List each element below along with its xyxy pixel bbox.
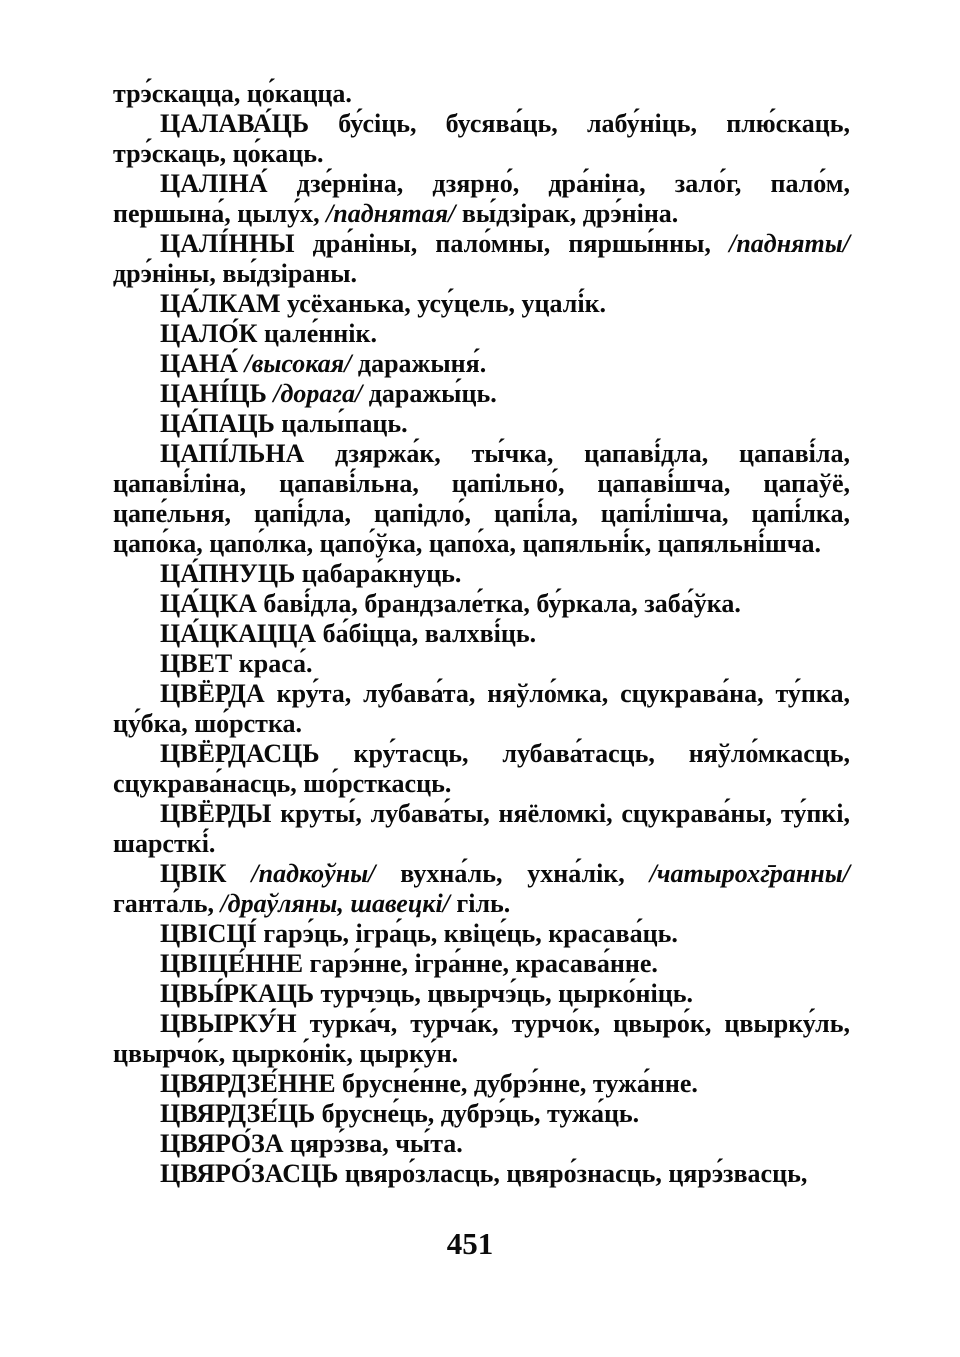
dictionary-entry	[113, 1069, 850, 1099]
dictionary-entry	[113, 1129, 850, 1159]
entry-synonyms: брусне́ць, дубрэ́ць, тужа́ць.	[321, 1099, 640, 1128]
entry-headword: ЦВЁРДАСЦЬ	[160, 739, 320, 768]
dictionary-entry	[113, 559, 850, 589]
entry-synonyms: дра́ніны, пало́мны, пяршы́нны, /падняты/ дрэ́ніны, вы́дзіраны.	[113, 229, 851, 288]
entry-synonyms: гарэ́нне, ігра́нне, красава́нне.	[309, 949, 658, 978]
dictionary-entry	[113, 979, 850, 1009]
entry-headword: ЦА́ЦКА	[160, 589, 257, 618]
entry-synonyms: круты́, лубава́ты, няёломкі, сцукрава́ны, ту́пкі, шарсткі́.	[113, 799, 851, 858]
grammar-qualifier: /чатырохг̄ранны/	[649, 859, 850, 888]
entry-headword: ЦВЯРО́ЗА	[160, 1129, 284, 1158]
entries-container	[113, 109, 850, 1189]
entry-synonyms: /падкоўны/ вухна́ль, ухна́лік, /чатырохг̄ранны/ ганта́ль, /драўляны, шавецкі/ гіль.	[113, 859, 850, 918]
dictionary-entry	[113, 169, 850, 229]
entry-headword: ЦВЯРДЗЕ́ННЕ	[160, 1069, 336, 1098]
entry-synonyms: цале́ннік.	[263, 319, 377, 348]
grammar-qualifier: /дорага/	[273, 379, 363, 408]
entry-headword: ЦАЛІНА́	[160, 169, 268, 198]
entry-synonyms: гарэ́ць, ігра́ць, квіце́ць, красава́ць.	[263, 919, 678, 948]
entry-synonyms: кру́тасць, лубава́тасць, няўло́мкасць, сцукрава́насць, шо́рсткасць.	[113, 739, 851, 798]
dictionary-entry	[113, 799, 850, 859]
dictionary-entry	[113, 349, 850, 379]
grammar-qualifier: /падкоўны/	[251, 859, 376, 888]
dictionary-entry	[113, 919, 850, 949]
page-number: 451	[446, 1226, 494, 1261]
dictionary-entry	[113, 1159, 850, 1189]
entry-headword: ЦА́ПНУЦЬ	[160, 559, 296, 588]
page-text	[113, 79, 850, 1189]
entry-synonyms: усёханька, усу́цель, уцалі́к.	[287, 289, 607, 318]
grammar-qualifier: /падняты/	[729, 229, 851, 258]
entry-synonyms: кру́та, лубава́та, няўло́мка, сцукрава́на, ту́пка, цу́бка, шо́рстка.	[113, 679, 850, 738]
entry-headword: ЦВІСЦІ́	[160, 919, 257, 948]
entry-synonyms: дзяржа́к, ты́чка, цапаві́дла, цапаві́ла, цапаві́ліна, цапаві́льна, цапільно́, цапаві́шча, цапаўё, цапе́льня, цапі́дла, цапідло́, цапі́ла, цапі́лішча, цапі́лка, цапо́ка, цапо́лка, цапо́ўка, цапо́ха, цапяльні́к, цапяльні́шча.	[113, 439, 850, 558]
entry-headword: ЦАНІ́ЦЬ	[160, 379, 267, 408]
dictionary-entry	[113, 949, 850, 979]
entry-synonyms: дзе́рніна, дзярно́, дра́ніна, зало́г, пало́м, першына́, цылу́х, /паднятая/ вы́дзірак, дрэ́ніна.	[113, 169, 850, 228]
entry-synonyms: цярэ́зва, чы́та.	[290, 1129, 463, 1158]
dictionary-entry	[113, 109, 850, 169]
entry-headword: ЦВЫ́РКАЦЬ	[160, 979, 315, 1008]
dictionary-entry	[113, 679, 850, 739]
dictionary-entry	[113, 589, 850, 619]
entry-synonyms: /дорага/ даражы́ць.	[273, 379, 497, 408]
continuation-line: трэ́скацца, цо́кацца.	[113, 79, 352, 108]
entry-synonyms: /высокая/ даражыня́.	[244, 349, 487, 378]
entry-headword: ЦА́ЛКАМ	[160, 289, 281, 318]
entry-synonyms: брусне́нне, дубрэ́нне, тужа́нне.	[342, 1069, 698, 1098]
dictionary-entry	[113, 439, 850, 559]
entry-synonyms: бу́сіць, бусява́ць, лабу́ніць, плю́скаць, трэ́скаць, цо́каць.	[113, 109, 850, 168]
dictionary-entry	[113, 379, 850, 409]
entry-headword: ЦВЁРДЫ	[160, 799, 272, 828]
entry-headword: ЦАЛО́К	[160, 319, 258, 348]
dictionary-entry	[113, 1099, 850, 1129]
dictionary-entry	[113, 859, 850, 919]
entry-synonyms: ба́біцца, валхві́ць.	[322, 619, 537, 648]
dictionary-entry	[113, 739, 850, 799]
grammar-qualifier: /паднятая/	[326, 199, 456, 228]
grammar-qualifier: /драўляны, шавецкі/	[220, 889, 450, 918]
entry-headword: ЦАНА́	[160, 349, 238, 378]
dictionary-entry	[113, 619, 850, 649]
dictionary-entry	[113, 1009, 850, 1069]
dictionary-entry	[113, 229, 850, 289]
entry-headword: ЦВЫРКУ́Н	[160, 1009, 297, 1038]
entry-headword: ЦА́ПАЦЬ	[160, 409, 275, 438]
entry-headword: ЦА́ЦКАЦЦА	[160, 619, 317, 648]
entry-headword: ЦАЛІ́ННЫ	[160, 229, 295, 258]
entry-headword: ЦВІЦЕ́ННЕ	[160, 949, 304, 978]
entry-headword: ЦВЯРДЗЕ́ЦЬ	[160, 1099, 316, 1128]
grammar-qualifier: /высокая/	[244, 349, 352, 378]
entry-headword: ЦВЁРДА	[160, 679, 265, 708]
entry-headword: ЦВІК	[160, 859, 227, 888]
entry-headword: ЦВЯРО́ЗАСЦЬ	[160, 1159, 339, 1188]
entry-synonyms: цалы́паць.	[281, 409, 408, 438]
entry-synonyms: цабара́кнуць.	[301, 559, 462, 588]
dictionary-entry	[113, 409, 850, 439]
entry-synonyms: цвяро́зласць, цвяро́знасць, цярэ́звасць,	[344, 1159, 808, 1188]
entry-headword: ЦАЛАВА́ЦЬ	[160, 109, 310, 138]
dictionary-entry	[113, 319, 850, 349]
entry-headword: ЦАПІ́ЛЬНА	[160, 439, 305, 468]
entry-synonyms: турчэць, цвырчэ́ць, цырко́ніць.	[320, 979, 693, 1008]
dictionary-entry	[113, 649, 850, 679]
entry-synonyms: турка́ч, турча́к, турчо́к, цвыро́к, цвырку́ль, цвырчо́к, цырко́нік, цырку́н.	[113, 1009, 850, 1068]
entry-synonyms: краса́.	[238, 649, 313, 678]
entry-headword: ЦВЕТ	[160, 649, 233, 678]
entry-synonyms: баві́дла, брандзале́тка, бу́ркала, заба́ўка.	[263, 589, 741, 618]
dictionary-entry	[113, 289, 850, 319]
